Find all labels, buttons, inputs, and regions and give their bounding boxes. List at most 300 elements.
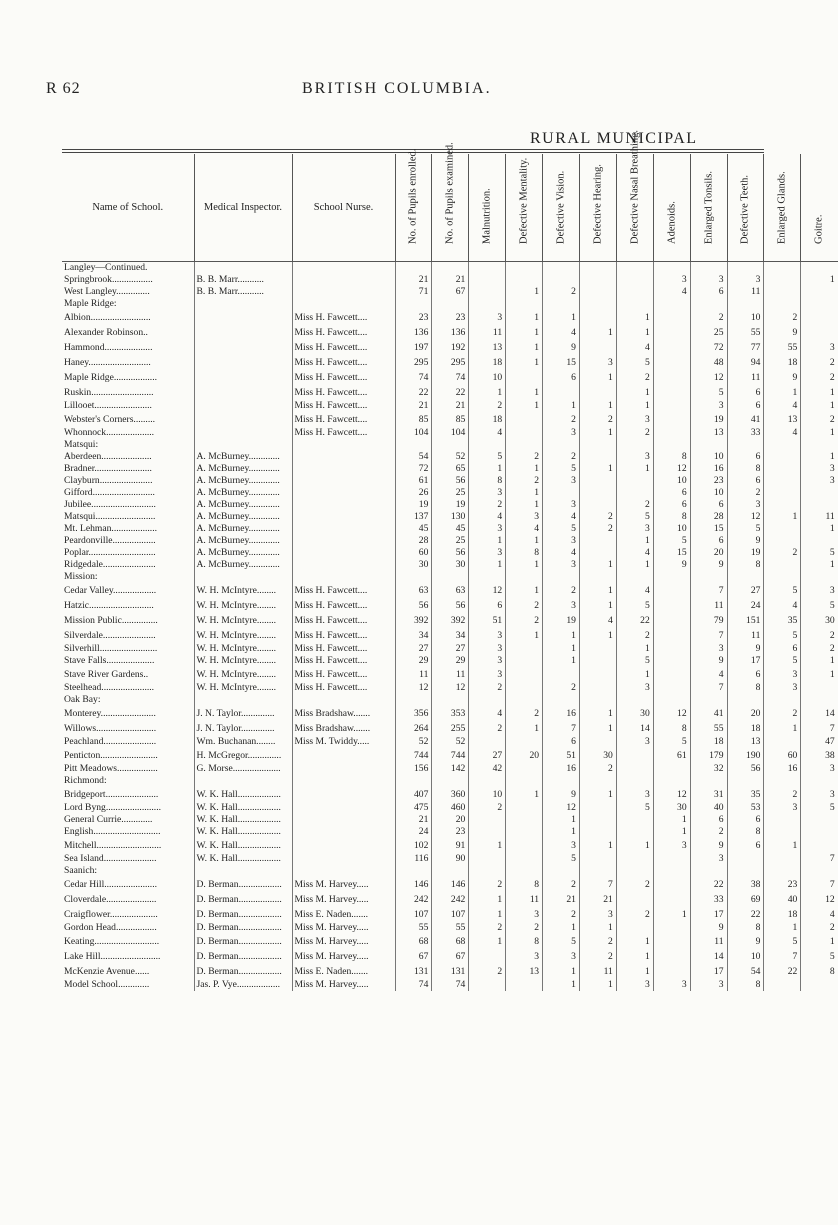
def-mentality-cell: 8 [506,934,543,949]
tonsils-cell: 13 [690,427,727,439]
def-hearing-cell [579,274,616,286]
nurse-cell [292,262,395,275]
goitre-cell [801,499,838,511]
school-name-cell: West Langley.............. [62,286,194,298]
adenoids-cell [653,643,690,655]
examined-cell: 29 [432,655,469,667]
def-nasal-cell: 30 [616,706,653,721]
enrolled-cell [395,865,432,877]
col-header-nurse: School Nurse. [292,154,395,262]
def-nasal-cell: 1 [616,385,653,400]
enrolled-cell: 63 [395,583,432,598]
inspector-cell: A. McBurney............. [194,535,292,547]
inspector-cell [194,355,292,370]
def-vision-cell: 16 [543,763,580,775]
def-nasal-cell [616,892,653,907]
teeth-cell: 77 [727,340,764,355]
school-name-cell: Gordon Head................. [62,922,194,934]
goitre-cell: 12 [825,893,835,905]
malnutrition-cell [469,865,506,877]
teeth-cell: 27 [727,583,764,598]
def-mentality-cell: 1 [506,286,543,298]
def-mentality-cell: 1 [506,400,543,412]
adenoids-cell [653,583,690,598]
def-hearing-cell [579,826,616,838]
nurse-cell: Miss H. Fawcett.... [292,613,395,628]
school-name-cell: Monterey....................... [62,706,194,721]
goitre-cell: 2 [829,629,835,641]
nurse-cell: Miss H. Fawcett.... [292,325,395,340]
goitre-cell: 1 [829,935,835,947]
inspector-cell: G. Morse.................... [194,763,292,775]
tonsils-cell: 11 [690,934,727,949]
glands-cell: 5 [764,934,801,949]
def-nasal-cell: 3 [616,412,653,427]
examined-cell: 67 [432,949,469,964]
examined-cell: 74 [432,979,469,991]
adenoids-cell: 12 [653,706,690,721]
adenoids-cell: 8 [653,451,690,463]
inspector-cell: W. H. McIntyre........ [194,628,292,643]
def-nasal-cell: 1 [616,949,653,964]
glands-cell: 3 [764,667,801,682]
def-vision-cell: 16 [543,706,580,721]
goitre-cell: 3 [829,788,835,800]
inspector-cell [194,400,292,412]
adenoids-cell [653,385,690,400]
def-hearing-cell: 7 [579,877,616,892]
def-hearing-cell: 4 [579,613,616,628]
def-nasal-cell [616,922,653,934]
def-hearing-cell: 1 [579,838,616,853]
def-hearing-cell: 1 [579,979,616,991]
table-row [62,655,838,667]
examined-cell: 90 [432,853,469,865]
def-mentality-cell: 1 [506,325,543,340]
tonsils-cell: 19 [690,412,727,427]
enrolled-cell: 71 [395,286,432,298]
teeth-cell: 6 [727,451,764,463]
inspector-cell [194,427,292,439]
school-name-cell: Mission Public............... [62,613,194,628]
teeth-cell: 8 [727,682,764,694]
school-name-cell: Richmond: [62,775,194,787]
tonsils-cell: 6 [690,499,727,511]
adenoids-cell: 1 [653,814,690,826]
col-header-def-nasal: Defective Nasal Breathing. [616,154,653,262]
enrolled-cell: 21 [395,274,432,286]
def-mentality-cell [506,412,543,427]
tonsils-cell: 2 [690,826,727,838]
def-vision-cell [543,571,580,583]
school-name-cell: Poplar............................ [62,547,194,559]
def-mentality-cell: 3 [506,907,543,922]
nurse-cell [292,475,395,487]
adenoids-cell [653,298,690,310]
tonsils-cell: 14 [690,949,727,964]
glands-cell: 3 [764,682,801,694]
malnutrition-cell: 1 [469,535,506,547]
malnutrition-cell: 1 [469,892,506,907]
malnutrition-cell: 3 [469,667,506,682]
malnutrition-cell: 2 [469,877,506,892]
def-vision-cell: 3 [543,475,580,487]
enrolled-cell: 85 [395,412,432,427]
def-hearing-cell: 1 [579,559,616,571]
examined-cell: 20 [432,814,469,826]
glands-cell: 4 [764,400,801,412]
goitre-cell [801,535,838,547]
glands-cell: 5 [764,628,801,643]
def-hearing-cell [579,499,616,511]
section-title: RURAL MUNICIPAL [530,130,698,147]
table-row [62,814,838,826]
nurse-cell [292,571,395,583]
adenoids-cell [653,355,690,370]
table-row [62,310,838,325]
enrolled-cell [395,775,432,787]
glands-cell: 2 [764,310,801,325]
nurse-cell [292,547,395,559]
nurse-cell [292,838,395,853]
def-hearing-cell: 1 [579,787,616,802]
inspector-cell [194,325,292,340]
examined-cell: 74 [432,370,469,385]
teeth-cell: 18 [727,721,764,736]
adenoids-cell: 10 [653,523,690,535]
malnutrition-cell: 12 [469,583,506,598]
enrolled-cell [395,694,432,706]
def-hearing-cell [579,682,616,694]
teeth-cell: 6 [727,475,764,487]
def-vision-cell: 9 [543,340,580,355]
nurse-cell [292,274,395,286]
def-vision-cell: 1 [543,628,580,643]
enrolled-cell: 392 [395,613,432,628]
table-row [62,787,838,802]
glands-cell: 18 [764,355,801,370]
def-mentality-cell: 8 [506,547,543,559]
nurse-cell [292,535,395,547]
adenoids-cell: 30 [653,802,690,814]
def-mentality-cell [506,736,543,748]
goitre-cell: 1 [829,559,835,570]
inspector-cell: W. H. McIntyre........ [194,655,292,667]
goitre-cell: 5 [829,950,835,962]
table-row [62,400,838,412]
glands-cell [764,499,801,511]
teeth-cell: 55 [727,325,764,340]
def-nasal-cell: 1 [616,463,653,475]
def-hearing-cell: 1 [579,400,616,412]
adenoids-cell [653,892,690,907]
table-row [62,865,838,877]
goitre-cell: 1 [829,655,835,666]
goitre-cell [801,865,838,877]
table-row [62,499,838,511]
enrolled-cell: 28 [395,535,432,547]
def-mentality-cell: 13 [506,964,543,979]
page-number: R 62 [46,80,81,97]
teeth-cell: 35 [727,787,764,802]
inspector-cell: A. McBurney............. [194,475,292,487]
adenoids-cell [653,412,690,427]
examined-cell: 142 [432,763,469,775]
adenoids-cell: 3 [653,979,690,991]
table-row [62,451,838,463]
def-mentality-cell: 2 [506,451,543,463]
examined-cell: 23 [432,826,469,838]
table-row [62,325,838,340]
def-vision-cell: 5 [543,853,580,865]
def-mentality-cell: 1 [506,628,543,643]
malnutrition-cell [469,826,506,838]
def-vision-cell: 7 [543,721,580,736]
school-name-cell: McKenzie Avenue...... [62,964,194,979]
table-row [62,370,838,385]
teeth-cell: 3 [727,274,764,286]
glands-cell [764,865,801,877]
examined-cell: 45 [432,523,469,535]
def-nasal-cell [616,763,653,775]
def-nasal-cell [616,262,653,275]
def-nasal-cell: 5 [616,355,653,370]
col-header-tonsils: Enlarged Tonsils. [690,154,727,262]
table-row [62,598,838,613]
malnutrition-cell: 2 [469,802,506,814]
examined-cell: 136 [432,325,469,340]
col-header-glands: Enlarged Glands. [764,154,801,262]
examined-cell: 30 [432,559,469,571]
malnutrition-cell: 27 [469,748,506,763]
enrolled-cell: 56 [395,598,432,613]
def-hearing-cell: 1 [579,598,616,613]
def-mentality-cell: 1 [506,583,543,598]
enrolled-cell: 12 [395,682,432,694]
adenoids-cell: 8 [653,511,690,523]
enrolled-cell: 34 [395,628,432,643]
def-vision-cell: 1 [543,643,580,655]
def-vision-cell: 2 [543,583,580,598]
malnutrition-cell: 3 [469,547,506,559]
def-mentality-cell [506,979,543,991]
def-nasal-cell: 4 [616,547,653,559]
glands-cell: 40 [764,892,801,907]
examined-cell: 107 [432,907,469,922]
nurse-cell [292,451,395,463]
malnutrition-cell [469,814,506,826]
def-hearing-cell: 2 [579,511,616,523]
def-mentality-cell [506,643,543,655]
table-row [62,721,838,736]
nurse-cell [292,487,395,499]
school-name-cell: Jubilee........................... [62,499,194,511]
nurse-cell: Miss E. Naden....... [292,907,395,922]
def-vision-cell: 1 [543,310,580,325]
def-hearing-cell [579,475,616,487]
examined-cell: 25 [432,487,469,499]
def-vision-cell [543,385,580,400]
table-row [62,643,838,655]
school-name-cell: Ruskin.......................... [62,385,194,400]
goitre-cell: 4 [829,908,835,920]
malnutrition-cell: 4 [469,511,506,523]
tonsils-cell: 31 [690,787,727,802]
inspector-cell: J. N. Taylor.............. [194,721,292,736]
def-vision-cell: 1 [543,922,580,934]
goitre-cell [801,826,838,838]
def-nasal-cell: 1 [616,964,653,979]
malnutrition-cell: 4 [469,706,506,721]
school-name-cell: Silverdale...................... [62,628,194,643]
examined-cell: 460 [432,802,469,814]
enrolled-cell: 30 [395,559,432,571]
nurse-cell [292,499,395,511]
teeth-cell: 13 [727,736,764,748]
enrolled-cell: 356 [395,706,432,721]
examined-cell: 192 [432,340,469,355]
teeth-cell: 6 [727,838,764,853]
inspector-cell: Jas. P. Vye.................. [194,979,292,991]
glands-cell [764,262,801,275]
table-row [62,775,838,787]
examined-cell: 56 [432,475,469,487]
table-row [62,286,838,298]
teeth-cell: 38 [727,877,764,892]
glands-cell: 1 [764,721,801,736]
examined-cell: 23 [432,310,469,325]
malnutrition-cell: 6 [469,598,506,613]
def-nasal-cell: 3 [616,787,653,802]
nurse-cell [292,802,395,814]
examined-cell: 255 [432,721,469,736]
def-hearing-cell: 21 [579,892,616,907]
teeth-cell: 10 [727,949,764,964]
inspector-cell: W. K. Hall.................. [194,838,292,853]
goitre-cell: 3 [829,584,835,596]
glands-cell [764,298,801,310]
goitre-cell [801,262,838,275]
enrolled-cell: 197 [395,340,432,355]
table-row [62,706,838,721]
inspector-cell: W. K. Hall.................. [194,853,292,865]
malnutrition-cell [469,262,506,275]
adenoids-cell: 10 [653,475,690,487]
def-mentality-cell [506,802,543,814]
malnutrition-cell [469,949,506,964]
enrolled-cell: 52 [395,736,432,748]
malnutrition-cell: 13 [469,340,506,355]
def-hearing-cell [579,298,616,310]
glands-cell [764,571,801,583]
tonsils-cell: 25 [690,325,727,340]
examined-cell: 67 [432,286,469,298]
goitre-cell [801,775,838,787]
enrolled-cell: 264 [395,721,432,736]
table-row [62,964,838,979]
school-name-cell: Haney.......................... [62,355,194,370]
table-row [62,667,838,682]
school-name-cell: Albion......................... [62,310,194,325]
nurse-cell: Miss H. Fawcett.... [292,583,395,598]
goitre-cell: 3 [829,763,835,774]
teeth-cell: 2 [727,487,764,499]
inspector-cell [194,340,292,355]
glands-cell [764,826,801,838]
glands-cell [764,559,801,571]
examined-cell: 63 [432,583,469,598]
malnutrition-cell: 5 [469,451,506,463]
nurse-cell: Miss M. Harvey..... [292,949,395,964]
goitre-cell: 30 [825,614,835,626]
teeth-cell [727,571,764,583]
malnutrition-cell: 42 [469,763,506,775]
school-name-cell: Matsqui: [62,439,194,451]
glands-cell [764,535,801,547]
teeth-cell: 41 [727,412,764,427]
enrolled-cell: 54 [395,451,432,463]
adenoids-cell [653,400,690,412]
glands-cell: 7 [764,949,801,964]
examined-cell [432,439,469,451]
def-nasal-cell: 5 [616,598,653,613]
enrolled-cell: 11 [395,667,432,682]
def-vision-cell: 51 [543,748,580,763]
teeth-cell: 6 [727,400,764,412]
nurse-cell [292,439,395,451]
adenoids-cell [653,877,690,892]
adenoids-cell: 6 [653,487,690,499]
def-vision-cell: 19 [543,613,580,628]
goitre-cell: 3 [829,463,835,474]
nurse-cell: Miss E. Naden....... [292,964,395,979]
def-mentality-cell: 1 [506,385,543,400]
school-name-cell: Craigflower.................... [62,907,194,922]
table-row [62,748,838,763]
tonsils-cell: 6 [690,535,727,547]
goitre-cell: 7 [829,878,835,890]
enrolled-cell: 67 [395,949,432,964]
glands-cell [764,979,801,991]
inspector-cell [194,694,292,706]
def-nasal-cell [616,475,653,487]
table-row [62,511,838,523]
malnutrition-cell: 3 [469,487,506,499]
tonsils-cell: 79 [690,613,727,628]
inspector-cell: W. K. Hall.................. [194,787,292,802]
def-mentality-cell [506,274,543,286]
def-mentality-cell: 20 [506,748,543,763]
goitre-cell: 1 [829,427,835,438]
col-header-def-vision: Defective Vision. [543,154,580,262]
malnutrition-cell: 1 [469,838,506,853]
tonsils-cell: 20 [690,547,727,559]
inspector-cell: D. Berman.................. [194,877,292,892]
table-row [62,463,838,475]
tonsils-cell: 9 [690,655,727,667]
malnutrition-cell: 3 [469,628,506,643]
examined-cell: 56 [432,598,469,613]
malnutrition-cell [469,694,506,706]
tonsils-cell [690,865,727,877]
examined-cell: 34 [432,628,469,643]
enrolled-cell: 55 [395,922,432,934]
examined-cell: 242 [432,892,469,907]
def-hearing-cell: 1 [579,583,616,598]
adenoids-cell [653,655,690,667]
def-nasal-cell: 4 [616,340,653,355]
table-row [62,262,838,275]
